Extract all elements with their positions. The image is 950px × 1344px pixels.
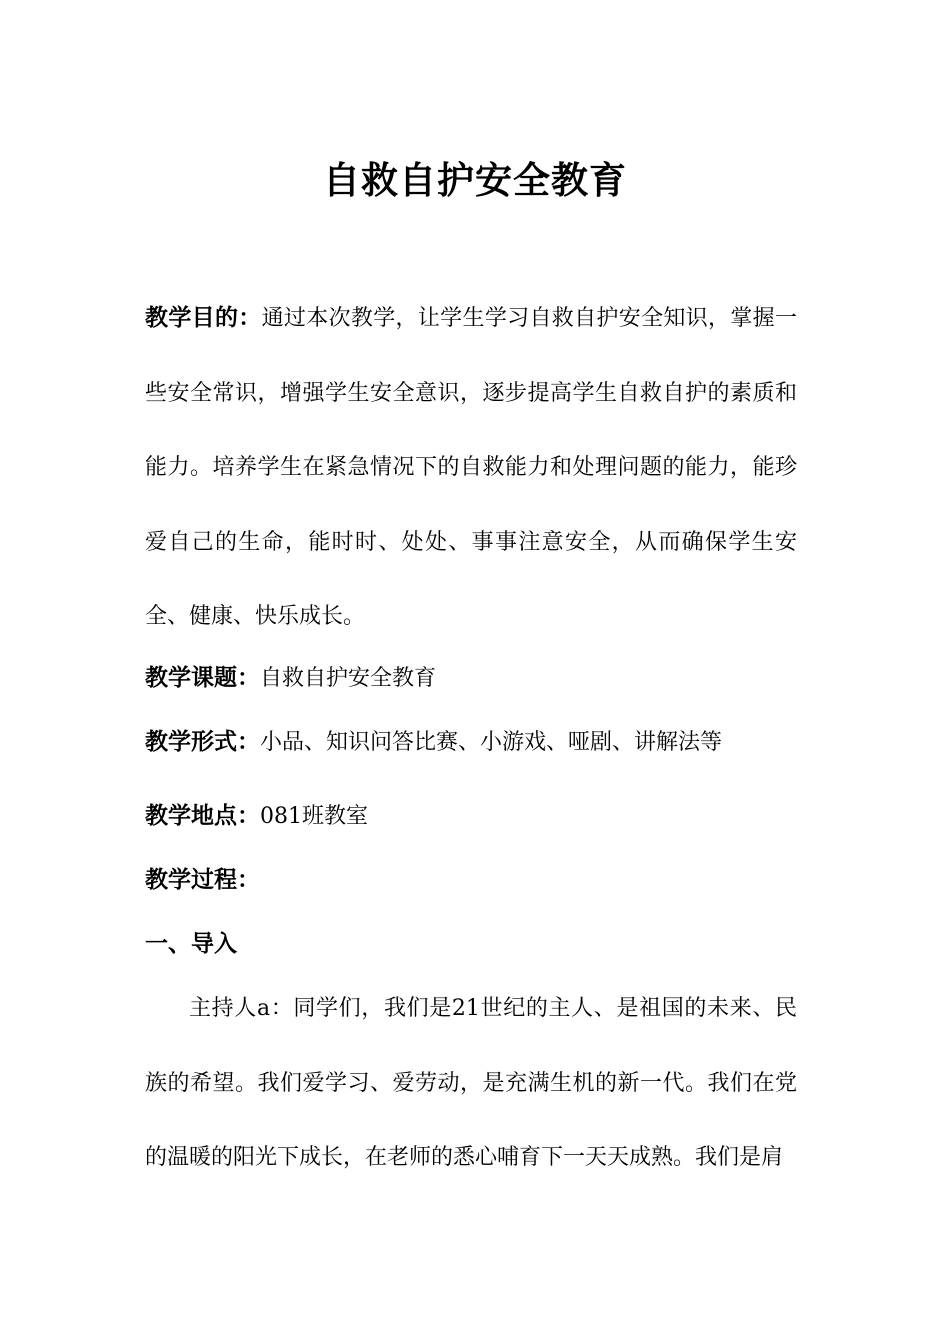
process-heading: 教学过程： [145,867,260,893]
topic-text: 自救自护安全教育 [260,666,437,691]
form-label: 教学形式： [145,729,260,755]
section1-paragraph: 主持人a：同学们，我们是21世纪的主人、是祖国的未来、民族的希望。我们爱学习、爱劳动，是充满生机的新一代。我们在党的温暖的阳光下成长，在老师的悉心哺育下一天天成熟。我们是肩 [145,996,797,1170]
topic-label: 教学课题： [145,665,260,691]
form-text: 小品、知识问答比赛、小游戏、哑剧、讲解法等 [260,730,723,755]
location-label: 教学地点： [145,803,260,829]
section1-heading: 一、导入 [145,931,237,957]
objective-text: 通过本次教学，让学生学习自救自护安全知识，掌握一些安全常识，增强学生安全意识，逐步提高学生自救自护的素质和能力。培养学生在紧急情况下的自救能力和处理问题的能力，能珍爱自己的生命，能时时、处处、事事注意安全，从而确保学生安全、健康、快乐成长。 [145,306,797,629]
location-text: 081班教室 [260,804,368,829]
objective-label: 教学目的： [145,305,262,331]
form-line [145,724,797,761]
location-line [145,798,797,835]
objective-paragraph [145,281,797,655]
topic-line [145,660,797,697]
document-title: 自救自护安全教育 [323,158,627,202]
